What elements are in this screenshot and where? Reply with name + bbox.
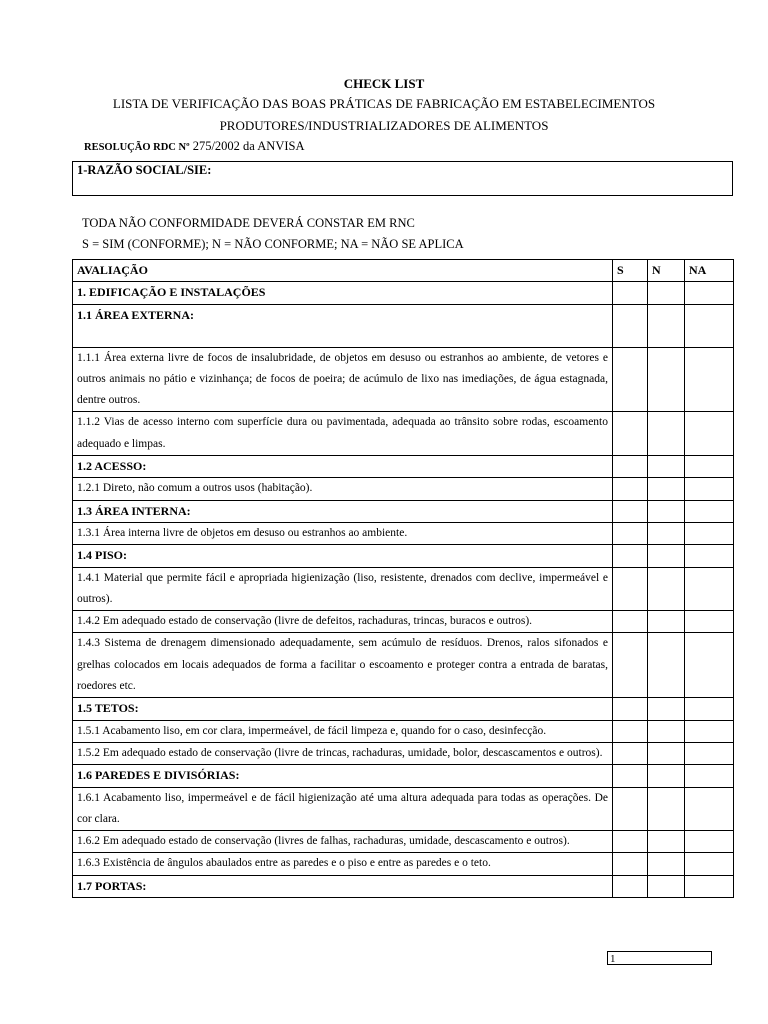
check-cell-n[interactable] [648, 456, 685, 478]
section-row [73, 282, 734, 304]
check-cell-na[interactable] [685, 478, 734, 500]
check-cell-na[interactable] [685, 500, 734, 522]
header-s: S [613, 260, 648, 282]
item-description: 1.4.3 Sistema de drenagem dimensionado adequadamente, sem acúmulo de resíduos. Drenos, ralos sifonados e grelhas colocados em locais adequados de forma a facilitar o escoamento e proteger contra a entrada de baratas, roedores etc. [73, 633, 613, 698]
section-title: 1.3 ÁREA INTERNA: [73, 500, 613, 522]
item-description: 1.3.1 Área interna livre de objetos em desuso ou estranhos ao ambiente. [73, 522, 613, 544]
check-cell-na[interactable] [685, 765, 734, 787]
check-cell-na[interactable] [685, 853, 734, 875]
check-cell-n[interactable] [648, 545, 685, 567]
check-cell-n[interactable] [648, 567, 685, 611]
section-title: 1.7 PORTAS: [73, 875, 613, 897]
item-description: 1.1.2 Vias de acesso interno com superfície dura ou pavimentada, adequada ao trânsito sobre rodas, escoamento adequado e limpas. [73, 412, 613, 456]
item-row [73, 787, 734, 831]
check-cell-n[interactable] [648, 742, 685, 764]
item-row [73, 347, 734, 412]
header-n: N [648, 260, 685, 282]
table-header-row [73, 260, 734, 282]
section-row [73, 456, 734, 478]
check-cell-s[interactable] [613, 347, 648, 412]
resolution-prefix: RESOLUÇÃO RDC Nº [84, 142, 190, 153]
check-cell-na[interactable] [685, 875, 734, 897]
item-row [73, 412, 734, 456]
check-cell-s[interactable] [613, 875, 648, 897]
section-row [73, 304, 734, 347]
header-avaliacao: AVALIAÇÃO [73, 260, 613, 282]
razao-social-label: 1-RAZÃO SOCIAL/SIE: [77, 163, 212, 177]
section-row [73, 698, 734, 720]
item-description: 1.4.1 Material que permite fácil e apropriada higienização (liso, resistente, drenados com declive, impermeável e outros). [73, 567, 613, 611]
item-row [73, 742, 734, 764]
check-cell-n[interactable] [648, 765, 685, 787]
check-cell-na[interactable] [685, 456, 734, 478]
check-cell-n[interactable] [648, 853, 685, 875]
check-cell-n[interactable] [648, 478, 685, 500]
check-cell-na[interactable] [685, 720, 734, 742]
check-cell-s[interactable] [613, 522, 648, 544]
section-title: 1.1 ÁREA EXTERNA: [73, 304, 613, 347]
check-cell-n[interactable] [648, 500, 685, 522]
check-cell-n[interactable] [648, 304, 685, 347]
checklist-body [73, 282, 734, 898]
item-description: 1.6.3 Existência de ângulos abaulados entre as paredes e o piso e entre as paredes e o teto. [73, 853, 613, 875]
section-row [73, 545, 734, 567]
check-cell-na[interactable] [685, 412, 734, 456]
check-cell-na[interactable] [685, 545, 734, 567]
item-description: 1.5.1 Acabamento liso, em cor clara, impermeável, de fácil limpeza e, quando for o caso, desinfecção. [73, 720, 613, 742]
rnc-note: TODA NÃO CONFORMIDADE DEVERÁ CONSTAR EM RNC [82, 216, 415, 230]
check-cell-s[interactable] [613, 742, 648, 764]
check-cell-n[interactable] [648, 347, 685, 412]
check-cell-na[interactable] [685, 633, 734, 698]
check-cell-na[interactable] [685, 282, 734, 304]
section-row [73, 875, 734, 897]
check-cell-na[interactable] [685, 698, 734, 720]
check-cell-s[interactable] [613, 765, 648, 787]
section-row [73, 765, 734, 787]
check-cell-na[interactable] [685, 347, 734, 412]
item-row [73, 853, 734, 875]
section-title: 1. EDIFICAÇÃO E INSTALAÇÕES [73, 282, 613, 304]
item-row [73, 831, 734, 853]
check-cell-n[interactable] [648, 412, 685, 456]
check-cell-na[interactable] [685, 742, 734, 764]
check-cell-n[interactable] [648, 611, 685, 633]
check-cell-s[interactable] [613, 853, 648, 875]
item-description: 1.5.2 Em adequado estado de conservação (livre de trincas, rachaduras, umidade, bolor, descascamentos e outros). [73, 742, 613, 764]
item-description: 1.6.2 Em adequado estado de conservação (livres de falhas, rachaduras, umidade, descascamento e outros). [73, 831, 613, 853]
check-cell-na[interactable] [685, 567, 734, 611]
check-cell-s[interactable] [613, 282, 648, 304]
item-row [73, 633, 734, 698]
section-title: 1.4 PISO: [73, 545, 613, 567]
check-cell-n[interactable] [648, 787, 685, 831]
item-row [73, 720, 734, 742]
check-cell-na[interactable] [685, 787, 734, 831]
check-cell-s[interactable] [613, 545, 648, 567]
check-cell-s[interactable] [613, 567, 648, 611]
check-cell-s[interactable] [613, 500, 648, 522]
check-cell-n[interactable] [648, 282, 685, 304]
check-cell-na[interactable] [685, 611, 734, 633]
check-cell-na[interactable] [685, 522, 734, 544]
section-title: 1.5 TETOS: [73, 698, 613, 720]
page-number: 1 [607, 951, 712, 965]
item-row [73, 567, 734, 611]
section-row [73, 500, 734, 522]
razao-social-field[interactable] [72, 161, 733, 196]
item-description: 1.2.1 Direto, não comum a outros usos (habitação). [73, 478, 613, 500]
item-description: 1.4.2 Em adequado estado de conservação (livre de defeitos, rachaduras, trincas, buracos e outros). [73, 611, 613, 633]
check-cell-n[interactable] [648, 875, 685, 897]
check-cell-n[interactable] [648, 831, 685, 853]
item-row [73, 522, 734, 544]
check-cell-s[interactable] [613, 456, 648, 478]
check-cell-s[interactable] [613, 304, 648, 347]
document-subtitle-line2: PRODUTORES/INDUSTRIALIZADORES DE ALIMENTOS [219, 118, 549, 133]
item-description: 1.1.1 Área externa livre de focos de insalubridade, de objetos em desuso ou estranhos ao ambiente, de vetores e outros animais no pátio e vizinhança; de focos de poeira; de acúmulo de lixo nas imediações, de água estagnada, dentre outros. [73, 347, 613, 412]
check-cell-s[interactable] [613, 611, 648, 633]
check-cell-n[interactable] [648, 522, 685, 544]
item-row [73, 478, 734, 500]
check-cell-n[interactable] [648, 720, 685, 742]
resolution-number: 275/2002 da ANVISA [189, 139, 305, 153]
checklist-table [72, 259, 734, 898]
legend-note: S = SIM (CONFORME); N = NÃO CONFORME; NA = NÃO SE APLICA [82, 237, 464, 251]
section-title: 1.2 ACESSO: [73, 456, 613, 478]
resolution-reference [84, 139, 305, 154]
check-cell-s[interactable] [613, 478, 648, 500]
check-cell-s[interactable] [613, 633, 648, 698]
check-cell-n[interactable] [648, 698, 685, 720]
document-subtitle-line1: LISTA DE VERIFICAÇÃO DAS BOAS PRÁTICAS DE FABRICAÇÃO EM ESTABELECIMENTOS [112, 96, 656, 111]
check-cell-na[interactable] [685, 304, 734, 347]
header-na: NA [685, 260, 734, 282]
check-cell-na[interactable] [685, 831, 734, 853]
check-cell-n[interactable] [648, 633, 685, 698]
check-cell-s[interactable] [613, 787, 648, 831]
section-title: 1.6 PAREDES E DIVISÓRIAS: [73, 765, 613, 787]
item-row [73, 611, 734, 633]
check-cell-s[interactable] [613, 720, 648, 742]
item-description: 1.6.1 Acabamento liso, impermeável e de fácil higienização até uma altura adequada para todas as operações. De cor clara. [73, 787, 613, 831]
check-cell-s[interactable] [613, 698, 648, 720]
document-title: CHECK LIST [343, 76, 425, 91]
check-cell-s[interactable] [613, 831, 648, 853]
check-cell-s[interactable] [613, 412, 648, 456]
